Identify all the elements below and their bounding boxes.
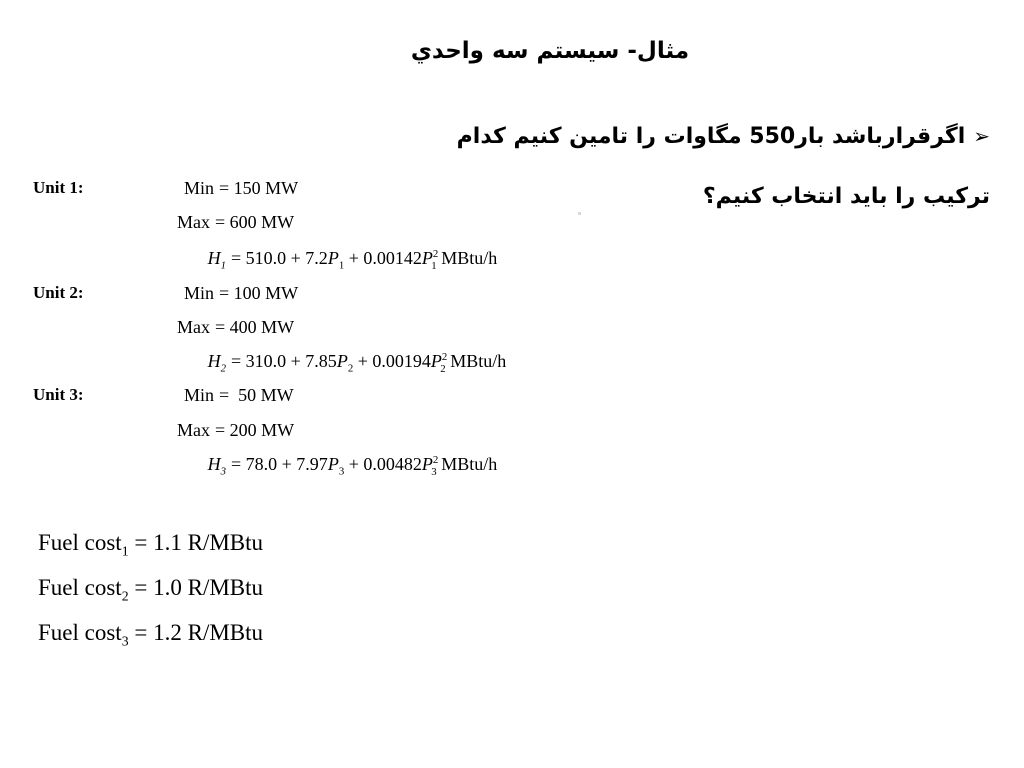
- max-line: Max = 600 MW: [177, 212, 295, 232]
- fuel-cost-row: Fuel cost$_3$ = 1.2 R/MBtu: [38, 620, 264, 649]
- slide-title: مثال- سيستم سه واحدي: [410, 38, 690, 64]
- bullet-text: اگرقرارباشد بار550 مگاوات را تامین کنیم کدام ترکیب را باید انتخاب کنیم؟: [456, 124, 990, 209]
- max-line: Max = 400 MW: [177, 317, 295, 337]
- bullet-question: [390, 106, 990, 227]
- unit-label: Unit 2:: [33, 283, 84, 302]
- unit-label: Unit 1:: [33, 178, 84, 197]
- fuel-cost-row: Fuel cost$_2$ = 1.0 R/MBtu: [38, 575, 264, 604]
- heat-rate-line: $H_2 = 310.0 + 7.85P_2 + 0.00194P^2_2$ MBtu/h: [207, 351, 507, 375]
- currency-symbol: R: [187, 620, 203, 645]
- currency-symbol: R: [187, 530, 203, 555]
- min-line: Min = 150 MW: [183, 178, 299, 198]
- arrow-bullet-icon: ➢: [973, 124, 990, 148]
- fuel-cost-row: Fuel cost$_1$ = 1.1 R/MBtu: [38, 530, 264, 559]
- unit-label: Unit 3:: [33, 385, 84, 404]
- min-line: Min = 50 MW: [183, 385, 294, 405]
- heat-rate-line: $H_3 = 78.0 + 7.97P_3 + 0.00482P^2_3$ MBtu/h: [207, 454, 498, 478]
- min-line: Min = 100 MW: [183, 283, 299, 303]
- heat-rate-line: $H_1 = 510.0 + 7.2P_1 + 0.00142P^2_1$ MBtu/h: [207, 248, 498, 272]
- currency-symbol: R: [187, 575, 203, 600]
- stray-mark: [578, 212, 581, 215]
- max-line: Max = 200 MW: [177, 420, 295, 440]
- fuel-cost-list: [38, 528, 263, 663]
